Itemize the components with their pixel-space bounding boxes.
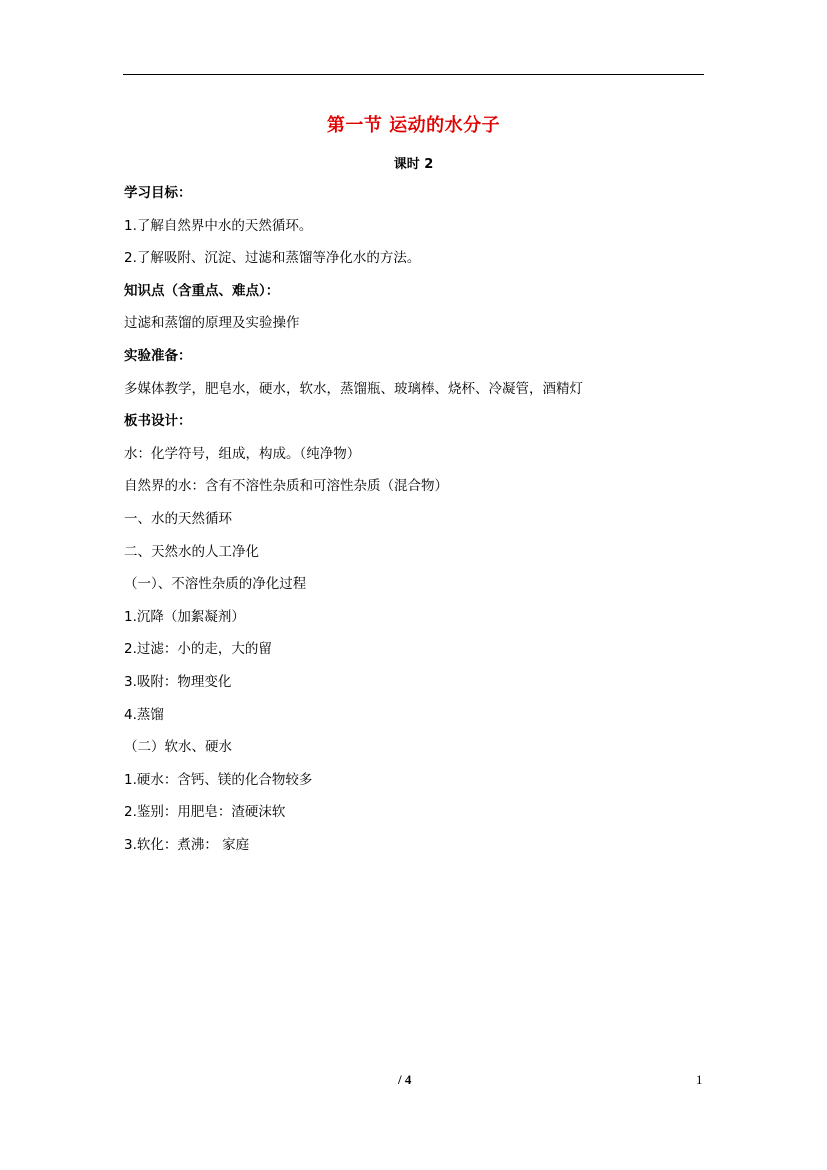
body-line: 1.沉降（加絮凝剂） bbox=[124, 608, 245, 625]
body-line: 3.软化：煮沸： 家庭 bbox=[124, 836, 250, 853]
body-line: 一、水的天然循环 bbox=[124, 510, 232, 527]
body-line: 多媒体教学，肥皂水，硬水，软水，蒸馏瓶、玻璃棒、烧杯、冷凝管，酒精灯 bbox=[124, 380, 583, 397]
body-line: 实验准备： bbox=[124, 347, 192, 364]
body-line: （二）软水、硬水 bbox=[124, 739, 232, 756]
body-line: 1.硬水：含钙、镁的化合物较多 bbox=[124, 771, 313, 788]
body-line: 学习目标： bbox=[124, 185, 192, 201]
body-line: 4.蒸馏 bbox=[124, 706, 164, 723]
document-title: 第一节 运动的水分子 bbox=[326, 115, 501, 136]
body-line: 二、天然水的人工净化 bbox=[124, 543, 259, 560]
body-line: 过滤和蒸馏的原理及实验操作 bbox=[124, 315, 300, 332]
body-line: 自然界的水：含有不溶性杂质和可溶性杂质（混合物） bbox=[124, 478, 448, 495]
body-line: 2.鉴别：用肥皂：渣硬沫软 bbox=[124, 804, 286, 821]
document-subtitle: 课时 2 bbox=[393, 157, 434, 172]
page-count: / 4 bbox=[398, 1072, 412, 1087]
body-line: 2.过滤：小的走，大的留 bbox=[124, 641, 272, 658]
document-body bbox=[124, 183, 704, 867]
body-line: （一）、不溶性杂质的净化过程 bbox=[124, 576, 307, 593]
page-number: 1 bbox=[696, 1072, 703, 1087]
body-line: 知识点（含重点、难点）： bbox=[124, 282, 280, 299]
body-line: 3.吸附：物理变化 bbox=[124, 673, 232, 690]
body-line: 2.了解吸附、沉淀、过滤和蒸馏等净化水的方法。 bbox=[124, 250, 421, 267]
header-rule bbox=[123, 74, 704, 75]
body-line: 板书设计： bbox=[124, 413, 192, 430]
body-line: 1.了解自然界中水的天然循环。 bbox=[124, 217, 313, 234]
body-line: 水：化学符号，组成，构成。（纯净物） bbox=[124, 445, 361, 462]
